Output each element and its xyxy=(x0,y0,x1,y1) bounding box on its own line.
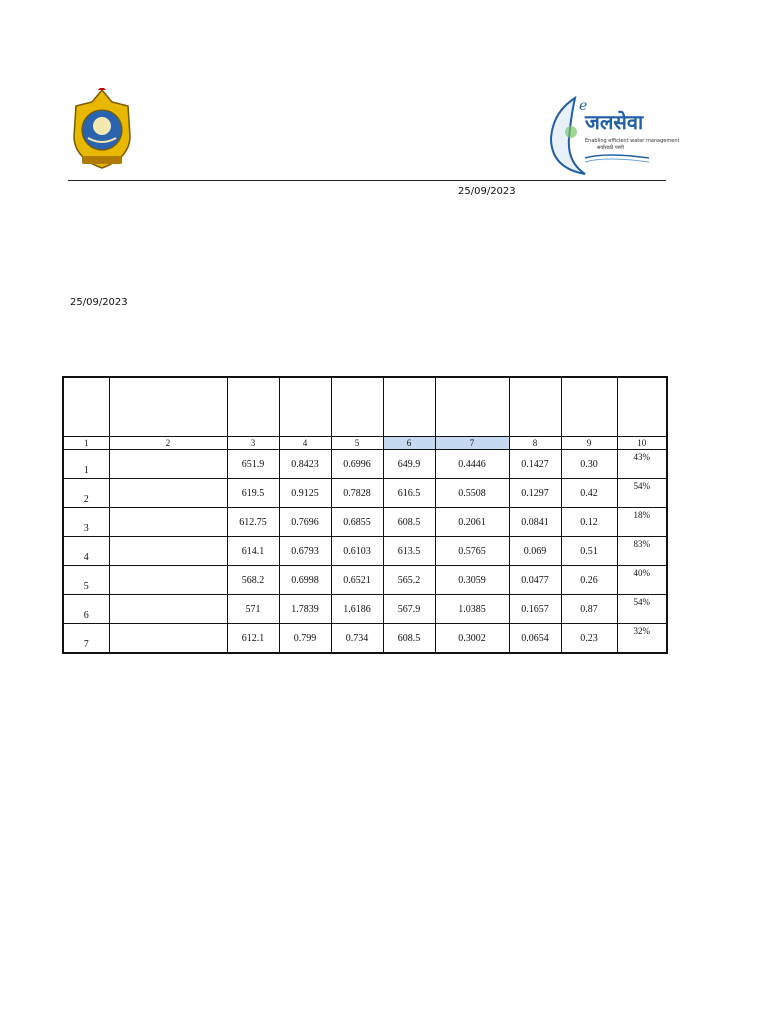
value-cell: 0.26 xyxy=(561,566,617,595)
header-col-5 xyxy=(331,377,383,437)
water-data-table xyxy=(62,376,668,654)
value-cell: 1.6186 xyxy=(331,595,383,624)
date-value: 25/09/2023 xyxy=(458,186,516,197)
emblem-logo xyxy=(68,88,136,172)
value-cell: 0.1297 xyxy=(509,479,561,508)
value-cell: 1.7839 xyxy=(279,595,331,624)
table-header-row xyxy=(63,377,667,437)
logo-tagline: सर्वांसाठी पाणी xyxy=(597,145,624,151)
subject-date: 25/09/2023 xyxy=(70,297,128,308)
column-number-row xyxy=(63,437,667,450)
header-col-7 xyxy=(435,377,509,437)
value-cell: 1.0385 xyxy=(435,595,509,624)
value-cell: 0.6521 xyxy=(331,566,383,595)
value-cell: 0.069 xyxy=(509,537,561,566)
value-cell: 0.5508 xyxy=(435,479,509,508)
value-cell: 565.2 xyxy=(383,566,435,595)
value-cell: 0.87 xyxy=(561,595,617,624)
header-col-6 xyxy=(383,377,435,437)
serial-cell: 3 xyxy=(63,508,109,537)
percent-cell: 54% xyxy=(617,479,667,508)
percent-cell: 40% xyxy=(617,566,667,595)
serial-cell: 2 xyxy=(63,479,109,508)
logo-subtitle: Enabling efficient water management xyxy=(585,138,680,144)
col-number: 5 xyxy=(331,437,383,450)
value-cell: 614.1 xyxy=(227,537,279,566)
table-row xyxy=(63,479,667,508)
value-cell: 612.75 xyxy=(227,508,279,537)
logo-e-letter: e xyxy=(579,98,588,114)
value-cell: 571 xyxy=(227,595,279,624)
water-drop-icon xyxy=(545,92,657,180)
table-row xyxy=(63,595,667,624)
value-cell: 0.6998 xyxy=(279,566,331,595)
value-cell: 0.51 xyxy=(561,537,617,566)
header-divider xyxy=(68,180,666,181)
value-cell: 0.0654 xyxy=(509,624,561,654)
value-cell: 0.6793 xyxy=(279,537,331,566)
value-cell: 0.5765 xyxy=(435,537,509,566)
col-number: 4 xyxy=(279,437,331,450)
table-row xyxy=(63,624,667,654)
header-col-8 xyxy=(509,377,561,437)
value-cell: 0.799 xyxy=(279,624,331,654)
value-cell: 0.30 xyxy=(561,450,617,479)
value-cell: 608.5 xyxy=(383,624,435,654)
percent-cell: 43% xyxy=(617,450,667,479)
value-cell: 567.9 xyxy=(383,595,435,624)
name-cell xyxy=(109,508,227,537)
value-cell: 0.1427 xyxy=(509,450,561,479)
value-cell: 0.42 xyxy=(561,479,617,508)
serial-cell: 7 xyxy=(63,624,109,654)
name-cell xyxy=(109,624,227,654)
col-number: 6 xyxy=(383,437,435,450)
percent-cell: 54% xyxy=(617,595,667,624)
col-number: 1 xyxy=(63,437,109,450)
name-cell xyxy=(109,566,227,595)
value-cell: 613.5 xyxy=(383,537,435,566)
percent-cell: 83% xyxy=(617,537,667,566)
name-cell xyxy=(109,479,227,508)
value-cell: 0.7828 xyxy=(331,479,383,508)
serial-cell: 1 xyxy=(63,450,109,479)
serial-cell: 6 xyxy=(63,595,109,624)
col-number: 3 xyxy=(227,437,279,450)
col-number: 7 xyxy=(435,437,509,450)
table-row xyxy=(63,537,667,566)
value-cell: 0.3059 xyxy=(435,566,509,595)
col-number: 9 xyxy=(561,437,617,450)
value-cell: 0.12 xyxy=(561,508,617,537)
value-cell: 0.8423 xyxy=(279,450,331,479)
value-cell: 608.5 xyxy=(383,508,435,537)
value-cell: 0.9125 xyxy=(279,479,331,508)
serial-cell: 4 xyxy=(63,537,109,566)
header-col-4 xyxy=(279,377,331,437)
header-col-2 xyxy=(109,377,227,437)
name-cell xyxy=(109,595,227,624)
name-cell xyxy=(109,450,227,479)
logo-title: जलसेवा xyxy=(585,110,644,134)
value-cell: 0.4446 xyxy=(435,450,509,479)
percent-cell: 18% xyxy=(617,508,667,537)
table-row xyxy=(63,566,667,595)
value-cell: 649.9 xyxy=(383,450,435,479)
value-cell: 0.6855 xyxy=(331,508,383,537)
header-col-3 xyxy=(227,377,279,437)
header-col-1 xyxy=(63,377,109,437)
value-cell: 0.2061 xyxy=(435,508,509,537)
table-row xyxy=(63,450,667,479)
value-cell: 0.23 xyxy=(561,624,617,654)
value-cell: 0.0841 xyxy=(509,508,561,537)
value-cell: 0.1657 xyxy=(509,595,561,624)
value-cell: 568.2 xyxy=(227,566,279,595)
serial-cell: 5 xyxy=(63,566,109,595)
col-number: 8 xyxy=(509,437,561,450)
value-cell: 612.1 xyxy=(227,624,279,654)
col-number: 2 xyxy=(109,437,227,450)
table-row xyxy=(63,508,667,537)
value-cell: 619.5 xyxy=(227,479,279,508)
value-cell: 616.5 xyxy=(383,479,435,508)
col-number: 10 xyxy=(617,437,667,450)
header-col-9 xyxy=(561,377,617,437)
name-cell xyxy=(109,537,227,566)
percent-cell: 32% xyxy=(617,624,667,654)
value-cell: 0.734 xyxy=(331,624,383,654)
value-cell: 0.3002 xyxy=(435,624,509,654)
value-cell: 0.7696 xyxy=(279,508,331,537)
header-col-10 xyxy=(617,377,667,437)
value-cell: 651.9 xyxy=(227,450,279,479)
subject-line-3 xyxy=(70,297,128,308)
value-cell: 0.0477 xyxy=(509,566,561,595)
jalseva-logo xyxy=(545,92,680,180)
value-cell: 0.6103 xyxy=(331,537,383,566)
value-cell: 0.6996 xyxy=(331,450,383,479)
